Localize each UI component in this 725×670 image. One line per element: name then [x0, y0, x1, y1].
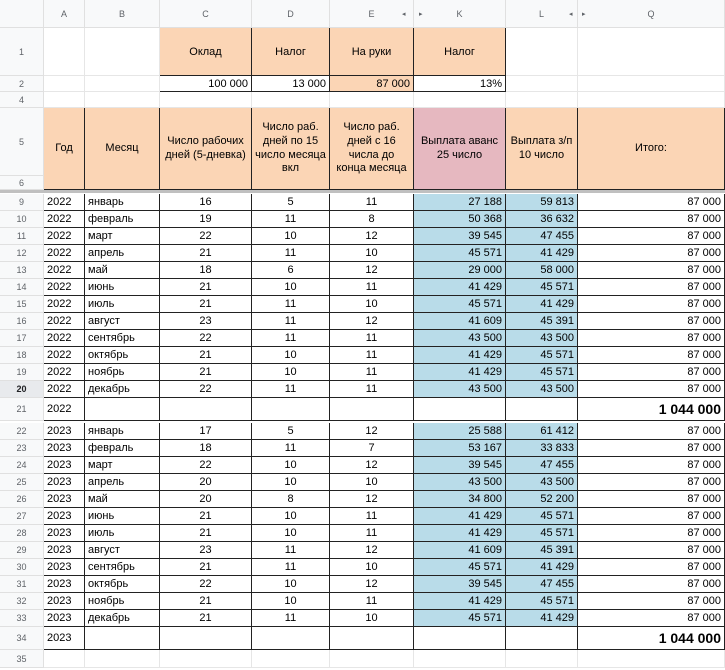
cell-total[interactable]: 87 000: [578, 245, 725, 262]
cell-month[interactable]: март: [85, 457, 160, 474]
cell-empty[interactable]: [414, 627, 506, 650]
cell-empty[interactable]: [160, 627, 252, 650]
cell-total[interactable]: 87 000: [578, 330, 725, 347]
column-header-b[interactable]: B: [85, 0, 160, 28]
cell-salary-pay[interactable]: 45 571: [506, 593, 578, 610]
row-header[interactable]: 22: [0, 423, 44, 440]
cell-year[interactable]: 2022: [44, 211, 85, 228]
row-header[interactable]: 13: [0, 262, 44, 279]
cell-year[interactable]: 2023: [44, 576, 85, 593]
cell-days-to-15[interactable]: 11: [252, 381, 330, 398]
cell-workdays[interactable]: 21: [160, 296, 252, 313]
cell-days-to-15[interactable]: 11: [252, 542, 330, 559]
cell-empty[interactable]: [85, 92, 160, 108]
cell-salary-pay[interactable]: 45 571: [506, 525, 578, 542]
cell-days-from-16[interactable]: 11: [330, 508, 414, 525]
cell-days-from-16[interactable]: 10: [330, 559, 414, 576]
cell-year[interactable]: 2022: [44, 228, 85, 245]
column-header-k[interactable]: K: [414, 0, 506, 28]
row-header[interactable]: 26: [0, 491, 44, 508]
cell-empty[interactable]: [85, 627, 160, 650]
cell-days-from-16[interactable]: 12: [330, 457, 414, 474]
cell-empty[interactable]: [330, 650, 414, 668]
label-net[interactable]: На руки: [330, 28, 414, 76]
cell-empty[interactable]: [578, 92, 725, 108]
cell-empty[interactable]: [85, 28, 160, 76]
cell-advance[interactable]: 41 429: [414, 525, 506, 542]
cell-days-from-16[interactable]: 12: [330, 491, 414, 508]
cell-month[interactable]: апрель: [85, 245, 160, 262]
group-toggle-icon[interactable]: ▸: [419, 11, 423, 18]
cell-empty[interactable]: [506, 28, 578, 76]
cell-workdays[interactable]: 22: [160, 457, 252, 474]
header-advance[interactable]: Выплата аванс 25 число: [414, 108, 506, 190]
cell-workdays[interactable]: 23: [160, 313, 252, 330]
row-header[interactable]: 32: [0, 593, 44, 610]
cell-advance[interactable]: 39 545: [414, 228, 506, 245]
cell-total[interactable]: 87 000: [578, 593, 725, 610]
cell-salary-pay[interactable]: 45 391: [506, 313, 578, 330]
cell-days-to-15[interactable]: 11: [252, 211, 330, 228]
cell-total[interactable]: 87 000: [578, 347, 725, 364]
cell-workdays[interactable]: 16: [160, 194, 252, 211]
cell-year[interactable]: 2023: [44, 423, 85, 440]
cell-days-from-16[interactable]: 12: [330, 542, 414, 559]
cell-days-from-16[interactable]: 7: [330, 440, 414, 457]
cell-year[interactable]: 2022: [44, 245, 85, 262]
cell-total[interactable]: 87 000: [578, 296, 725, 313]
cell-advance[interactable]: 43 500: [414, 474, 506, 491]
row-header-35[interactable]: 35: [0, 650, 44, 668]
cell-days-from-16[interactable]: 10: [330, 610, 414, 627]
cell-empty[interactable]: [330, 398, 414, 421]
cell-advance[interactable]: 41 429: [414, 279, 506, 296]
cell-month[interactable]: июль: [85, 525, 160, 542]
cell-advance[interactable]: 41 429: [414, 508, 506, 525]
cell-salary-pay[interactable]: 45 391: [506, 542, 578, 559]
cell-total[interactable]: 87 000: [578, 576, 725, 593]
cell-empty[interactable]: [330, 92, 414, 108]
cell-days-to-15[interactable]: 5: [252, 194, 330, 211]
cell-days-to-15[interactable]: 11: [252, 559, 330, 576]
cell-days-from-16[interactable]: 12: [330, 262, 414, 279]
cell-days-to-15[interactable]: 6: [252, 262, 330, 279]
row-header[interactable]: 27: [0, 508, 44, 525]
cell-advance[interactable]: 39 545: [414, 576, 506, 593]
cell-advance[interactable]: 27 188: [414, 194, 506, 211]
cell-workdays[interactable]: 21: [160, 279, 252, 296]
row-header[interactable]: 33: [0, 610, 44, 627]
row-header[interactable]: 10: [0, 211, 44, 228]
cell-year[interactable]: 2023: [44, 491, 85, 508]
row-header[interactable]: 21: [0, 398, 44, 421]
row-header[interactable]: 28: [0, 525, 44, 542]
cell-workdays[interactable]: 21: [160, 559, 252, 576]
cell-days-to-15[interactable]: 11: [252, 313, 330, 330]
cell-days-to-15[interactable]: 10: [252, 457, 330, 474]
cell-days-from-16[interactable]: 12: [330, 576, 414, 593]
row-header[interactable]: 31: [0, 576, 44, 593]
cell-total[interactable]: 87 000: [578, 194, 725, 211]
header-year[interactable]: Год: [44, 108, 85, 190]
cell-days-from-16[interactable]: 11: [330, 525, 414, 542]
cell-month[interactable]: ноябрь: [85, 593, 160, 610]
freeze-divider[interactable]: [0, 190, 725, 193]
cell-salary-pay[interactable]: 45 571: [506, 508, 578, 525]
cell-workdays[interactable]: 23: [160, 542, 252, 559]
cell-days-to-15[interactable]: 10: [252, 525, 330, 542]
cell-advance[interactable]: 41 609: [414, 313, 506, 330]
row-header[interactable]: 14: [0, 279, 44, 296]
row-header-6[interactable]: 6: [0, 176, 44, 190]
value-tax[interactable]: 13 000: [252, 76, 330, 92]
cell-month[interactable]: март: [85, 228, 160, 245]
row-header-4[interactable]: 4: [0, 92, 44, 108]
cell-empty[interactable]: [578, 76, 725, 92]
cell-year-sum[interactable]: 1 044 000: [578, 398, 725, 421]
cell-total[interactable]: 87 000: [578, 279, 725, 296]
cell-advance[interactable]: 45 571: [414, 610, 506, 627]
row-header[interactable]: 20: [0, 381, 44, 398]
cell-year[interactable]: 2023: [44, 457, 85, 474]
cell-total[interactable]: 87 000: [578, 491, 725, 508]
select-all-corner[interactable]: [0, 0, 44, 28]
cell-year[interactable]: 2023: [44, 542, 85, 559]
cell-days-to-15[interactable]: 10: [252, 474, 330, 491]
cell-month[interactable]: апрель: [85, 474, 160, 491]
cell-year[interactable]: 2022: [44, 381, 85, 398]
group-toggle-icon[interactable]: ◂: [402, 11, 406, 18]
cell-salary-pay[interactable]: 47 455: [506, 228, 578, 245]
cell-empty[interactable]: [578, 28, 725, 76]
cell-salary-pay[interactable]: 59 813: [506, 194, 578, 211]
cell-advance[interactable]: 45 571: [414, 245, 506, 262]
cell-year[interactable]: 2022: [44, 262, 85, 279]
cell-total[interactable]: 87 000: [578, 262, 725, 279]
cell-days-from-16[interactable]: 8: [330, 211, 414, 228]
cell-total[interactable]: 87 000: [578, 508, 725, 525]
cell-workdays[interactable]: 20: [160, 474, 252, 491]
row-header[interactable]: 16: [0, 313, 44, 330]
cell-salary-pay[interactable]: 41 429: [506, 610, 578, 627]
cell-days-from-16[interactable]: 11: [330, 279, 414, 296]
cell-total[interactable]: 87 000: [578, 364, 725, 381]
cell-total[interactable]: 87 000: [578, 474, 725, 491]
cell-days-from-16[interactable]: 12: [330, 228, 414, 245]
cell-workdays[interactable]: 19: [160, 211, 252, 228]
cell-total[interactable]: 87 000: [578, 313, 725, 330]
cell-month[interactable]: январь: [85, 423, 160, 440]
cell-empty[interactable]: [414, 92, 506, 108]
cell-salary-pay[interactable]: 41 429: [506, 245, 578, 262]
cell-advance[interactable]: 29 000: [414, 262, 506, 279]
cell-advance[interactable]: 43 500: [414, 381, 506, 398]
cell-days-to-15[interactable]: 11: [252, 330, 330, 347]
cell-advance[interactable]: 34 800: [414, 491, 506, 508]
cell-empty[interactable]: [506, 650, 578, 668]
cell-salary-pay[interactable]: 45 571: [506, 347, 578, 364]
cell-month[interactable]: январь: [85, 194, 160, 211]
row-header[interactable]: 9: [0, 194, 44, 211]
cell-year[interactable]: 2023: [44, 610, 85, 627]
cell-salary-pay[interactable]: 41 429: [506, 559, 578, 576]
cell-year[interactable]: 2022: [44, 347, 85, 364]
cell-days-to-15[interactable]: 11: [252, 440, 330, 457]
group-toggle-icon[interactable]: ▸: [582, 11, 586, 18]
cell-year[interactable]: 2023: [44, 525, 85, 542]
cell-empty[interactable]: [160, 650, 252, 668]
cell-workdays[interactable]: 21: [160, 508, 252, 525]
cell-workdays[interactable]: 20: [160, 491, 252, 508]
label-tax[interactable]: Налог: [252, 28, 330, 76]
cell-month[interactable]: июль: [85, 296, 160, 313]
cell-empty[interactable]: [44, 28, 85, 76]
cell-empty[interactable]: [44, 92, 85, 108]
cell-days-to-15[interactable]: 10: [252, 593, 330, 610]
cell-workdays[interactable]: 22: [160, 330, 252, 347]
row-header[interactable]: 30: [0, 559, 44, 576]
cell-advance[interactable]: 41 429: [414, 593, 506, 610]
cell-month[interactable]: декабрь: [85, 610, 160, 627]
cell-empty[interactable]: [330, 627, 414, 650]
row-header[interactable]: 11: [0, 228, 44, 245]
row-header-2[interactable]: 2: [0, 76, 44, 92]
cell-salary-pay[interactable]: 41 429: [506, 296, 578, 313]
cell-year[interactable]: 2023: [44, 508, 85, 525]
cell-days-to-15[interactable]: 10: [252, 364, 330, 381]
cell-advance[interactable]: 41 609: [414, 542, 506, 559]
cell-days-to-15[interactable]: 8: [252, 491, 330, 508]
cell-days-to-15[interactable]: 10: [252, 508, 330, 525]
row-header-1[interactable]: 1: [0, 28, 44, 76]
cell-advance[interactable]: 25 588: [414, 423, 506, 440]
cell-advance[interactable]: 53 167: [414, 440, 506, 457]
cell-workdays[interactable]: 22: [160, 576, 252, 593]
cell-salary-pay[interactable]: 58 000: [506, 262, 578, 279]
column-header-d[interactable]: D: [252, 0, 330, 28]
cell-empty[interactable]: [252, 627, 330, 650]
cell-salary-pay[interactable]: 33 833: [506, 440, 578, 457]
row-header[interactable]: 12: [0, 245, 44, 262]
cell-days-from-16[interactable]: 11: [330, 194, 414, 211]
row-header[interactable]: 24: [0, 457, 44, 474]
cell-empty[interactable]: [252, 92, 330, 108]
cell-days-from-16[interactable]: 10: [330, 245, 414, 262]
cell-total[interactable]: 87 000: [578, 610, 725, 627]
cell-month[interactable]: ноябрь: [85, 364, 160, 381]
cell-workdays[interactable]: 21: [160, 364, 252, 381]
cell-total[interactable]: 87 000: [578, 228, 725, 245]
cell-days-to-15[interactable]: 11: [252, 296, 330, 313]
cell-days-to-15[interactable]: 11: [252, 610, 330, 627]
cell-days-from-16[interactable]: 11: [330, 364, 414, 381]
cell-salary-pay[interactable]: 45 571: [506, 279, 578, 296]
cell-salary-pay[interactable]: 47 455: [506, 576, 578, 593]
row-header[interactable]: 17: [0, 330, 44, 347]
cell-empty[interactable]: [160, 398, 252, 421]
cell-month[interactable]: сентябрь: [85, 330, 160, 347]
column-header-e[interactable]: E: [330, 0, 414, 28]
cell-days-to-15[interactable]: 5: [252, 423, 330, 440]
cell-year[interactable]: 2023: [44, 559, 85, 576]
row-header[interactable]: 19: [0, 364, 44, 381]
cell-month[interactable]: февраль: [85, 440, 160, 457]
cell-empty[interactable]: [85, 650, 160, 668]
cell-days-to-15[interactable]: 10: [252, 279, 330, 296]
cell-workdays[interactable]: 21: [160, 610, 252, 627]
cell-salary-pay[interactable]: 43 500: [506, 330, 578, 347]
cell-advance[interactable]: 43 500: [414, 330, 506, 347]
cell-empty[interactable]: [44, 650, 85, 668]
cell-year[interactable]: 2023: [44, 474, 85, 491]
cell-month[interactable]: декабрь: [85, 381, 160, 398]
cell-days-from-16[interactable]: 11: [330, 381, 414, 398]
header-days-from-16[interactable]: Число раб. дней с 16 числа до конца месяца: [330, 108, 414, 190]
cell-advance[interactable]: 41 429: [414, 364, 506, 381]
cell-month[interactable]: июнь: [85, 279, 160, 296]
cell-days-to-15[interactable]: 10: [252, 347, 330, 364]
cell-year[interactable]: 2022: [44, 330, 85, 347]
header-month[interactable]: Месяц: [85, 108, 160, 190]
row-header-5[interactable]: 5: [0, 108, 44, 176]
cell-month[interactable]: май: [85, 491, 160, 508]
cell-year[interactable]: 2022: [44, 364, 85, 381]
cell-days-from-16[interactable]: 12: [330, 313, 414, 330]
value-salary[interactable]: 100 000: [160, 76, 252, 92]
row-header[interactable]: 25: [0, 474, 44, 491]
cell-days-from-16[interactable]: 11: [330, 593, 414, 610]
cell-empty[interactable]: [506, 398, 578, 421]
cell-year-total[interactable]: 2023: [44, 627, 85, 650]
cell-empty[interactable]: [506, 92, 578, 108]
row-header[interactable]: 18: [0, 347, 44, 364]
row-header[interactable]: 34: [0, 627, 44, 650]
cell-year[interactable]: 2023: [44, 593, 85, 610]
cell-days-to-15[interactable]: 11: [252, 245, 330, 262]
row-header[interactable]: 23: [0, 440, 44, 457]
cell-year-sum[interactable]: 1 044 000: [578, 627, 725, 650]
cell-total[interactable]: 87 000: [578, 440, 725, 457]
cell-empty[interactable]: [252, 650, 330, 668]
cell-total[interactable]: 87 000: [578, 211, 725, 228]
cell-empty[interactable]: [85, 398, 160, 421]
cell-workdays[interactable]: 22: [160, 381, 252, 398]
cell-workdays[interactable]: 21: [160, 593, 252, 610]
cell-workdays[interactable]: 21: [160, 347, 252, 364]
cell-salary-pay[interactable]: 43 500: [506, 474, 578, 491]
cell-days-from-16[interactable]: 12: [330, 423, 414, 440]
cell-workdays[interactable]: 22: [160, 228, 252, 245]
cell-month[interactable]: октябрь: [85, 347, 160, 364]
column-header-c[interactable]: C: [160, 0, 252, 28]
cell-workdays[interactable]: 18: [160, 262, 252, 279]
cell-empty[interactable]: [414, 650, 506, 668]
cell-month[interactable]: май: [85, 262, 160, 279]
cell-month[interactable]: октябрь: [85, 576, 160, 593]
cell-empty[interactable]: [252, 398, 330, 421]
label-tax-rate[interactable]: Налог: [414, 28, 506, 76]
cell-empty[interactable]: [85, 76, 160, 92]
cell-days-from-16[interactable]: 11: [330, 330, 414, 347]
column-header-q[interactable]: Q: [578, 0, 725, 28]
cell-total[interactable]: 87 000: [578, 423, 725, 440]
cell-year[interactable]: 2023: [44, 440, 85, 457]
cell-salary-pay[interactable]: 45 571: [506, 364, 578, 381]
cell-days-from-16[interactable]: 10: [330, 296, 414, 313]
cell-workdays[interactable]: 21: [160, 245, 252, 262]
row-header[interactable]: 15: [0, 296, 44, 313]
cell-empty[interactable]: [414, 398, 506, 421]
header-workdays[interactable]: Число рабочих дней (5-дневка): [160, 108, 252, 190]
cell-empty[interactable]: [506, 76, 578, 92]
cell-month[interactable]: август: [85, 313, 160, 330]
cell-salary-pay[interactable]: 36 632: [506, 211, 578, 228]
cell-empty[interactable]: [578, 650, 725, 668]
cell-days-to-15[interactable]: 10: [252, 576, 330, 593]
value-net[interactable]: 87 000: [330, 76, 414, 92]
cell-month[interactable]: август: [85, 542, 160, 559]
cell-year[interactable]: 2022: [44, 296, 85, 313]
cell-month[interactable]: сентябрь: [85, 559, 160, 576]
cell-total[interactable]: 87 000: [578, 542, 725, 559]
header-total[interactable]: Итого:: [578, 108, 725, 190]
cell-salary-pay[interactable]: 43 500: [506, 381, 578, 398]
cell-advance[interactable]: 45 571: [414, 296, 506, 313]
cell-month[interactable]: февраль: [85, 211, 160, 228]
cell-workdays[interactable]: 21: [160, 525, 252, 542]
cell-empty[interactable]: [506, 627, 578, 650]
cell-advance[interactable]: 41 429: [414, 347, 506, 364]
cell-total[interactable]: 87 000: [578, 457, 725, 474]
cell-total[interactable]: 87 000: [578, 525, 725, 542]
cell-year-total[interactable]: 2022: [44, 398, 85, 421]
cell-empty[interactable]: [160, 92, 252, 108]
cell-days-to-15[interactable]: 10: [252, 228, 330, 245]
cell-year[interactable]: 2022: [44, 313, 85, 330]
label-salary[interactable]: Оклад: [160, 28, 252, 76]
cell-salary-pay[interactable]: 52 200: [506, 491, 578, 508]
cell-empty[interactable]: [44, 76, 85, 92]
column-header-a[interactable]: A: [44, 0, 85, 28]
cell-workdays[interactable]: 18: [160, 440, 252, 457]
group-toggle-icon[interactable]: ◂: [569, 11, 573, 18]
cell-salary-pay[interactable]: 61 412: [506, 423, 578, 440]
cell-total[interactable]: 87 000: [578, 381, 725, 398]
header-salary-pay[interactable]: Выплата з/п 10 число: [506, 108, 578, 190]
cell-workdays[interactable]: 17: [160, 423, 252, 440]
cell-advance[interactable]: 39 545: [414, 457, 506, 474]
cell-advance[interactable]: 50 368: [414, 211, 506, 228]
cell-salary-pay[interactable]: 47 455: [506, 457, 578, 474]
cell-advance[interactable]: 45 571: [414, 559, 506, 576]
value-tax-rate[interactable]: 13%: [414, 76, 506, 92]
column-header-l[interactable]: L: [506, 0, 578, 28]
cell-days-from-16[interactable]: 10: [330, 474, 414, 491]
cell-days-from-16[interactable]: 11: [330, 347, 414, 364]
header-days-to-15[interactable]: Число раб. дней по 15 число месяца вкл: [252, 108, 330, 190]
cell-month[interactable]: июнь: [85, 508, 160, 525]
row-header[interactable]: 29: [0, 542, 44, 559]
cell-year[interactable]: 2022: [44, 194, 85, 211]
cell-total[interactable]: 87 000: [578, 559, 725, 576]
cell-year[interactable]: 2022: [44, 279, 85, 296]
